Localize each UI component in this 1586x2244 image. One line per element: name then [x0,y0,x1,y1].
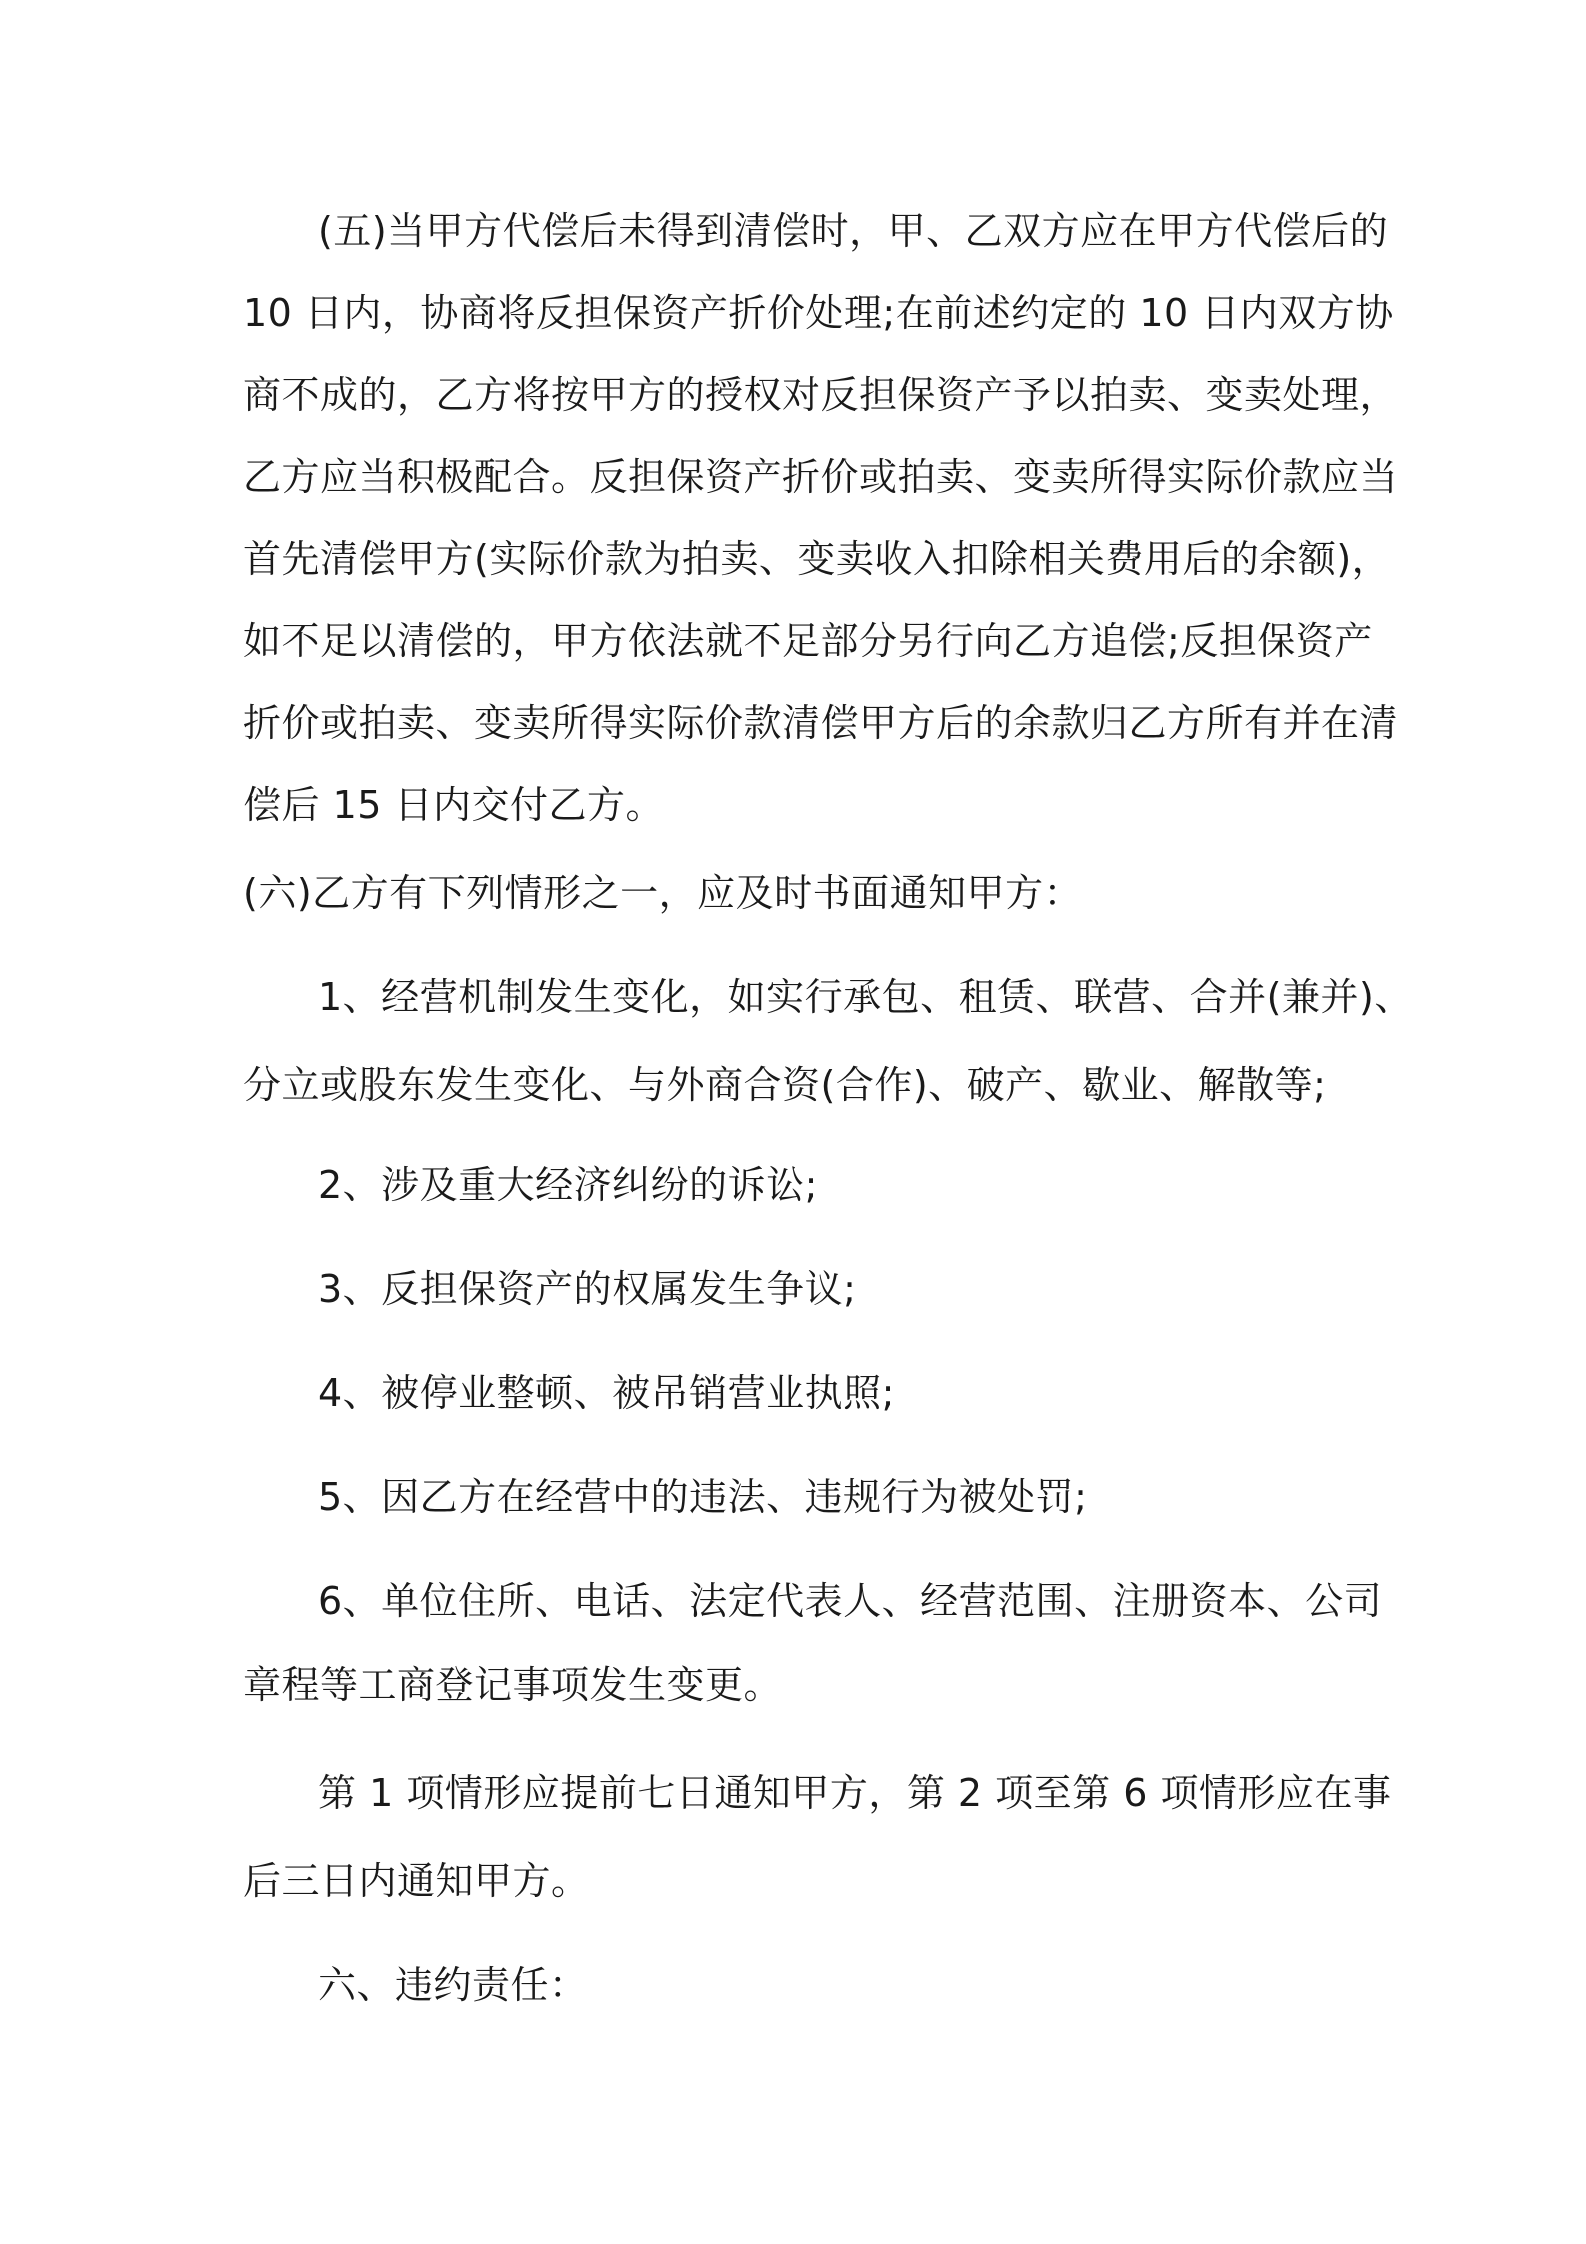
text-line: 商不成的，乙方将按甲方的授权对反担保资产予以拍卖、变卖处理， [243,373,1399,417]
list-item: 4、被停业整顿、被吊销营业执照; [318,1371,895,1415]
list-item-continuation: 章程等工商登记事项发生变更。 [243,1663,783,1707]
list-item: 2、涉及重大经济纠纷的诉讼; [318,1163,818,1207]
text-line: 折价或拍卖、变卖所得实际价款清偿甲方后的余款归乙方所有并在清 [243,701,1399,745]
list-item: 6、单位住所、电话、法定代表人、经营范围、注册资本、公司 [318,1579,1383,1623]
text-line: 如不足以清偿的，甲方依法就不足部分另行向乙方追偿;反担保资产 [243,619,1373,663]
list-item: 1、经营机制发生变化，如实行承包、租赁、联营、合并(兼并)、 [318,975,1413,1019]
list-item: 3、反担保资产的权属发生争议; [318,1267,857,1311]
text-line: 后三日内通知甲方。 [243,1859,590,1903]
list-item-continuation: 分立或股东发生变化、与外商合资(合作)、破产、歇业、解散等; [243,1063,1327,1107]
text-line: (五)当甲方代偿后未得到清偿时，甲、乙双方应在甲方代偿后的 [318,209,1389,253]
text-line: 首先清偿甲方(实际价款为拍卖、变卖收入扣除相关费用后的余额)， [243,537,1391,581]
section-heading: (六)乙方有下列情形之一，应及时书面通知甲方： [243,871,1083,915]
text-line: 乙方应当积极配合。反担保资产折价或拍卖、变卖所得实际价款应当 [243,455,1399,499]
list-item: 5、因乙方在经营中的违法、违规行为被处罚; [318,1475,1088,1519]
section-heading: 六、违约责任： [318,1963,588,2007]
text-line: 第 1 项情形应提前七日通知甲方，第 2 项至第 6 项情形应在事 [318,1771,1392,1815]
text-line: 偿后 15 日内交付乙方。 [243,783,665,827]
text-line: 10 日内，协商将反担保资产折价处理;在前述约定的 10 日内双方协 [243,291,1394,335]
